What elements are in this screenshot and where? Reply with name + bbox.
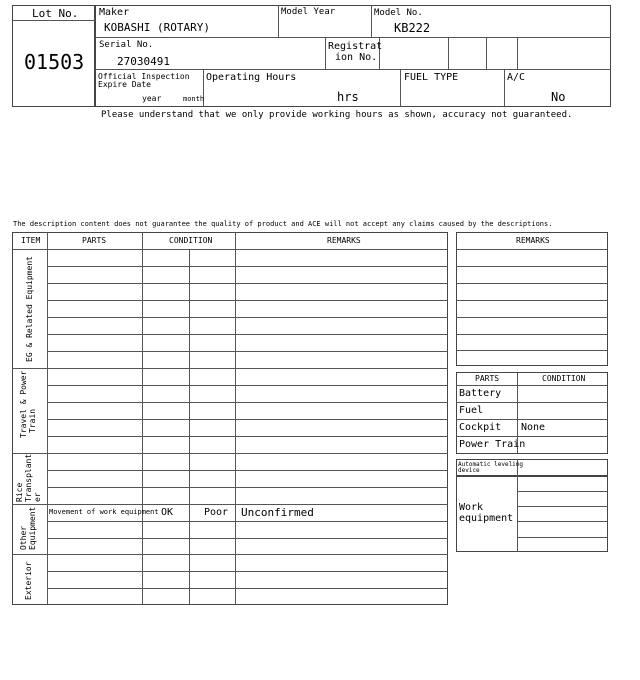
condition-poor: Poor <box>204 507 229 518</box>
serial-no-value: 27030491 <box>117 55 170 68</box>
movement-remark: Unconfirmed <box>241 506 314 519</box>
section-other-line2: Equipment <box>28 506 37 550</box>
fuel-type-label: FUEL TYPE <box>404 72 459 83</box>
section-rice-line1: Rice <box>15 482 24 502</box>
auto-leveling-line2: device <box>458 467 480 474</box>
registration-label-line1: Registrat <box>328 41 383 52</box>
year-label: year <box>142 94 162 103</box>
section-rice-line3: er <box>33 492 42 502</box>
part-battery: Battery <box>459 388 502 399</box>
right-parts-header: PARTS <box>475 374 500 383</box>
header-condition: CONDITION <box>169 236 213 245</box>
section-rice-line2: Transplant <box>24 453 33 502</box>
right-remarks-header: REMARKS <box>516 236 550 245</box>
maker-label: Maker <box>99 7 130 18</box>
model-no-label: Model No. <box>374 8 423 18</box>
operating-hours-label: Operating Hours <box>206 72 297 83</box>
right-condition-header: CONDITION <box>542 374 586 383</box>
model-year-label: Model Year <box>281 7 336 17</box>
ac-value: No <box>551 90 566 104</box>
lot-number: 01503 <box>24 50 85 74</box>
lot-no-label: Lot No. <box>32 7 79 20</box>
header-parts: PARTS <box>82 236 107 245</box>
ac-label: A/C <box>507 72 526 83</box>
condition-ok: OK <box>161 507 174 518</box>
auto-leveling-line1: Automatic leveling <box>458 461 524 468</box>
header-remarks: REMARKS <box>327 236 361 245</box>
right-remarks-table <box>456 232 608 366</box>
section-travel-power-line1: Travel & Power <box>19 370 28 438</box>
work-equipment-line2: equipment <box>459 513 514 524</box>
inspection-label-line2: Expire Date <box>98 80 151 89</box>
header-item: ITEM <box>21 236 41 245</box>
work-equipment-line1: Work <box>459 502 484 513</box>
section-other-line1: Other <box>19 525 28 550</box>
part-fuel: Fuel <box>459 405 484 416</box>
maker-value: KOBASHI (ROTARY) <box>104 21 210 34</box>
part-power-train: Power Train <box>459 439 526 450</box>
movement-of-work-equipment: Movement of work equipment <box>49 508 159 516</box>
part-cockpit: Cockpit <box>459 422 502 433</box>
hours-notice: Please understand that we only provide working hours as shown, accuracy not guaranteed. <box>101 110 573 120</box>
section-exterior: Exterior <box>24 561 33 600</box>
hours-unit: hrs <box>337 90 359 104</box>
section-eg-related: EG & Related Equipment <box>25 256 34 362</box>
inspection-label-line1: Official Inspection <box>98 72 190 81</box>
disclaimer: The description content does not guarantee the quality of product and ACE will not accept any claims caused by the descriptions. <box>13 220 553 228</box>
condition-cockpit: None <box>521 422 546 433</box>
serial-no-label: Serial No. <box>99 40 154 50</box>
model-no-value: KB222 <box>394 21 431 35</box>
section-travel-power-line2: Train <box>28 408 37 433</box>
registration-label-line2: ion No. <box>335 52 378 63</box>
month-label: month <box>183 95 205 103</box>
